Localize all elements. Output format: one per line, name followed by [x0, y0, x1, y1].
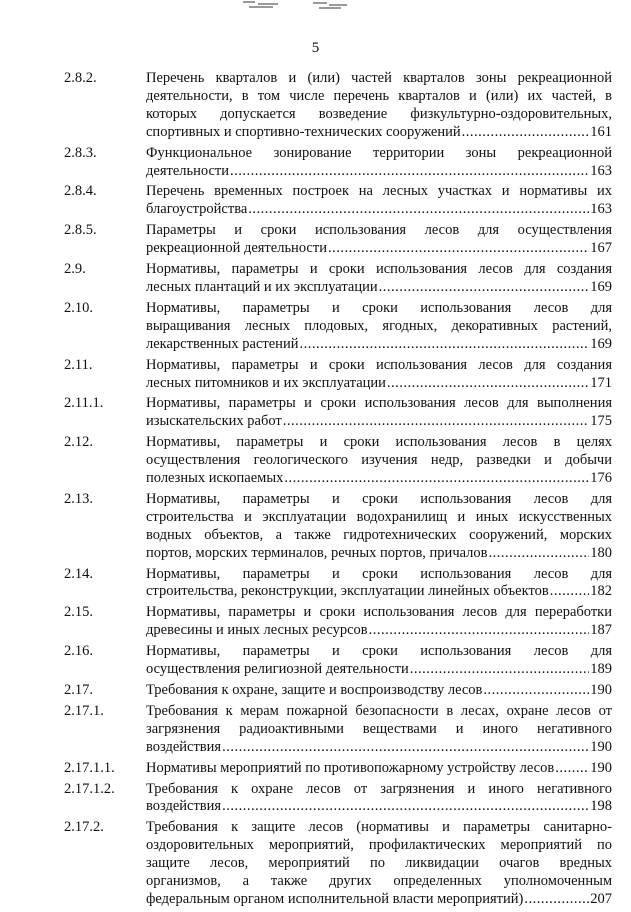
toc-entry-title-end: осуществления религиозной деятельности — [146, 661, 409, 678]
toc-entry-leader-line — [146, 682, 612, 700]
toc-entry-title-line: Требования к мерам пожарной безопасности в лесах, охране лесов от — [146, 702, 612, 719]
dot-leader — [462, 124, 590, 142]
toc-entry-title-line: Требования к охране лесов от загрязнения и иного негативного — [146, 780, 612, 797]
toc-entry-page: 207 — [590, 890, 612, 907]
toc-entry-title-end: лекарственных растений — [146, 335, 299, 352]
toc-entry — [64, 300, 612, 354]
toc-entry-title-line: выращивания лесных плодовых, ягодных, декоративных растений, — [146, 317, 612, 334]
toc-entry — [64, 434, 612, 488]
toc-entry-title-line: водных объектов, а также гидротехнических сооружений, морских — [146, 526, 612, 543]
toc-entry-leader-line — [146, 413, 612, 431]
toc-entry-page: 187 — [590, 622, 612, 639]
toc-entry — [64, 261, 612, 297]
toc-entry-title-line: строительства и эксплуатации водохранилищ и иных искусственных — [146, 508, 612, 525]
toc-entry-leader-line — [146, 545, 612, 563]
toc-entry-title-line: Перечень временных построек на лесных участках и нормативы их — [146, 183, 612, 200]
toc-entry-number: 2.17.1. — [64, 702, 104, 719]
toc-entry-number: 2.16. — [64, 643, 93, 660]
toc-entry-title-end: портов, морских терминалов, речных портов, причалов — [146, 544, 488, 561]
toc-entry-leader-line — [146, 798, 612, 816]
dot-leader — [222, 739, 589, 757]
toc-entry-number: 2.8.5. — [64, 222, 97, 239]
toc-entry-number: 2.8.4. — [64, 183, 97, 200]
toc-entry-page: 182 — [590, 583, 612, 600]
page-number: 5 — [311, 40, 320, 56]
dot-leader — [524, 891, 589, 909]
toc-entry-page: 167 — [590, 240, 612, 257]
toc-entry-page: 190 — [590, 759, 612, 776]
toc-entry-number: 2.14. — [64, 565, 93, 582]
toc-entry-page: 190 — [590, 738, 612, 755]
table-of-contents — [64, 70, 612, 912]
toc-entry-title-end: древесины и иных лесных ресурсов — [146, 622, 368, 639]
toc-entry-title-end: Требования к охране, защите и воспроизводству лесов — [146, 682, 483, 698]
toc-entry-leader-line — [146, 124, 612, 142]
dot-leader — [299, 336, 589, 354]
toc-entry — [64, 145, 612, 181]
toc-entry-title-line: Нормативы, параметры и сроки использования лесов для переработки — [146, 604, 612, 621]
toc-entry-title-line: Функциональное зонирование территории зоны рекреационной — [146, 144, 612, 161]
toc-entry-title-line: Нормативы, параметры и сроки использования лесов в целях — [146, 434, 612, 451]
toc-entry-number: 2.9. — [64, 261, 86, 278]
toc-entry — [64, 222, 612, 258]
toc-entry-number: 2.17.1.1. — [64, 759, 115, 776]
toc-entry — [64, 682, 612, 700]
toc-entry-title-line: Требования к защите лесов (нормативы и параметры санитарно- — [146, 819, 612, 836]
toc-entry-page: 189 — [590, 661, 612, 678]
toc-entry — [64, 395, 612, 431]
dot-leader — [410, 661, 590, 679]
toc-entry-title-line: Нормативы, параметры и сроки использования лесов для создания — [146, 261, 612, 278]
toc-entry-number: 2.8.2. — [64, 70, 97, 86]
toc-entry — [64, 819, 612, 909]
toc-entry-title-end: воздействия — [146, 798, 222, 815]
toc-entry-page: 176 — [590, 470, 612, 487]
toc-entry-leader-line — [146, 375, 612, 393]
toc-entry-title-line: Нормативы, параметры и сроки использования лесов для — [146, 565, 612, 582]
toc-entry — [64, 760, 612, 778]
dot-leader — [550, 583, 590, 601]
dot-leader — [284, 470, 589, 488]
toc-entry-title-end: рекреационной деятельности — [146, 240, 327, 257]
toc-entry-title-end: благоустройства — [146, 201, 248, 218]
toc-entry-number: 2.10. — [64, 299, 93, 316]
toc-entry-title-line: которых допускается возведение физкультурно-оздоровительных, — [146, 105, 612, 122]
toc-entry-title-line: Нормативы, параметры и сроки использования лесов для — [146, 490, 612, 507]
toc-entry-title-end: лесных питомников и их эксплуатации — [146, 374, 386, 391]
toc-entry-title-end: строительства, реконструкции, эксплуатации линейных объектов — [146, 583, 549, 600]
dot-leader — [328, 240, 589, 258]
toc-entry-title-line: Нормативы, параметры и сроки использования лесов для — [146, 643, 612, 660]
toc-entry — [64, 604, 612, 640]
toc-entry — [64, 566, 612, 602]
toc-entry-leader-line — [146, 163, 612, 181]
scan-artifact — [243, 0, 283, 9]
scan-artifact — [311, 0, 351, 9]
dot-leader — [379, 279, 590, 297]
toc-entry-page: 180 — [590, 544, 612, 561]
toc-entry-title-end: воздействия — [146, 738, 222, 755]
toc-entry — [64, 70, 612, 142]
toc-entry-leader-line — [146, 583, 612, 601]
toc-entry-title-line: осуществления геологического изучения недр, разведки и добычи — [146, 452, 612, 469]
toc-entry-number: 2.17. — [64, 682, 93, 698]
toc-entry-leader-line — [146, 240, 612, 258]
toc-entry — [64, 491, 612, 563]
dot-leader — [555, 760, 589, 778]
dot-leader — [489, 545, 590, 563]
toc-entry-number: 2.17.2. — [64, 819, 104, 836]
toc-entry-number: 2.15. — [64, 604, 93, 621]
toc-entry-number: 2.12. — [64, 434, 93, 451]
toc-entry-title-line: организмов, а также других определенных уполномоченным — [146, 873, 612, 890]
toc-entry — [64, 643, 612, 679]
toc-entry-number: 2.13. — [64, 490, 93, 507]
toc-entry-leader-line — [146, 622, 612, 640]
toc-entry-title-end: полезных ископаемых — [146, 470, 284, 487]
toc-entry-title-line: Параметры и сроки использования лесов для осуществления — [146, 222, 612, 239]
toc-entry — [64, 357, 612, 393]
dot-leader — [230, 163, 589, 181]
toc-entry-title-end: Нормативы мероприятий по противопожарному устройству лесов — [146, 759, 555, 776]
toc-entry-title-end: изыскательских работ — [146, 413, 282, 430]
toc-entry-leader-line — [146, 470, 612, 488]
toc-entry-title-line: Перечень кварталов и (или) частей кварталов зоны рекреационной — [146, 70, 612, 86]
toc-entry — [64, 781, 612, 817]
toc-entry-title-line: Нормативы, параметры и сроки использования лесов для создания — [146, 356, 612, 373]
dot-leader — [387, 375, 589, 393]
dot-leader — [248, 201, 589, 219]
toc-entry-page: 171 — [590, 374, 612, 391]
toc-entry-title-line: деятельности, в том числе перечень кварталов и (или) их частей, в — [146, 87, 612, 104]
toc-entry-leader-line — [146, 891, 612, 909]
toc-entry-title-line: оздоровительных мероприятий, профилактических мероприятий по — [146, 837, 612, 854]
toc-entry-leader-line — [146, 336, 612, 354]
toc-entry-number: 2.17.1.2. — [64, 780, 115, 797]
toc-entry-number: 2.11.1. — [64, 395, 104, 412]
toc-entry-title-end: спортивных и спортивно-технических сооружений — [146, 123, 461, 140]
toc-entry-page: 198 — [590, 798, 612, 815]
toc-entry — [64, 703, 612, 757]
dot-leader — [369, 622, 590, 640]
toc-entry-page: 161 — [590, 123, 612, 140]
dot-leader — [483, 682, 589, 700]
toc-entry-number: 2.11. — [64, 356, 93, 373]
toc-entry — [64, 183, 612, 219]
toc-entry-title-line: загрязнения радиоактивными веществами и иного негативного — [146, 720, 612, 737]
toc-entry-leader-line — [146, 201, 612, 219]
toc-entry-title-end: лесных плантаций и их эксплуатации — [146, 278, 378, 295]
toc-entry-page: 169 — [590, 335, 612, 352]
dot-leader — [222, 798, 589, 816]
toc-entry-page: 190 — [590, 682, 612, 698]
toc-entry-page: 163 — [590, 162, 612, 179]
toc-entry-title-line: Нормативы, параметры и сроки использования лесов для — [146, 299, 612, 316]
toc-entry-title-line: защите лесов, мероприятий по ликвидации очагов вредных — [146, 855, 612, 872]
toc-entry-number: 2.8.3. — [64, 144, 97, 161]
toc-entry-page: 169 — [590, 278, 612, 295]
toc-entry-title-end: федеральным органом исполнительной власти мероприятий) — [146, 890, 524, 907]
dot-leader — [283, 413, 590, 431]
toc-entry-leader-line — [146, 739, 612, 757]
toc-entry-leader-line — [146, 279, 612, 297]
toc-entry-leader-line — [146, 760, 612, 778]
toc-entry-title-line: Нормативы, параметры и сроки использования лесов для выполнения — [146, 395, 612, 412]
toc-entry-leader-line — [146, 661, 612, 679]
toc-entry-page: 163 — [590, 201, 612, 218]
toc-entry-title-end: деятельности — [146, 162, 230, 179]
toc-entry-page: 175 — [590, 413, 612, 430]
